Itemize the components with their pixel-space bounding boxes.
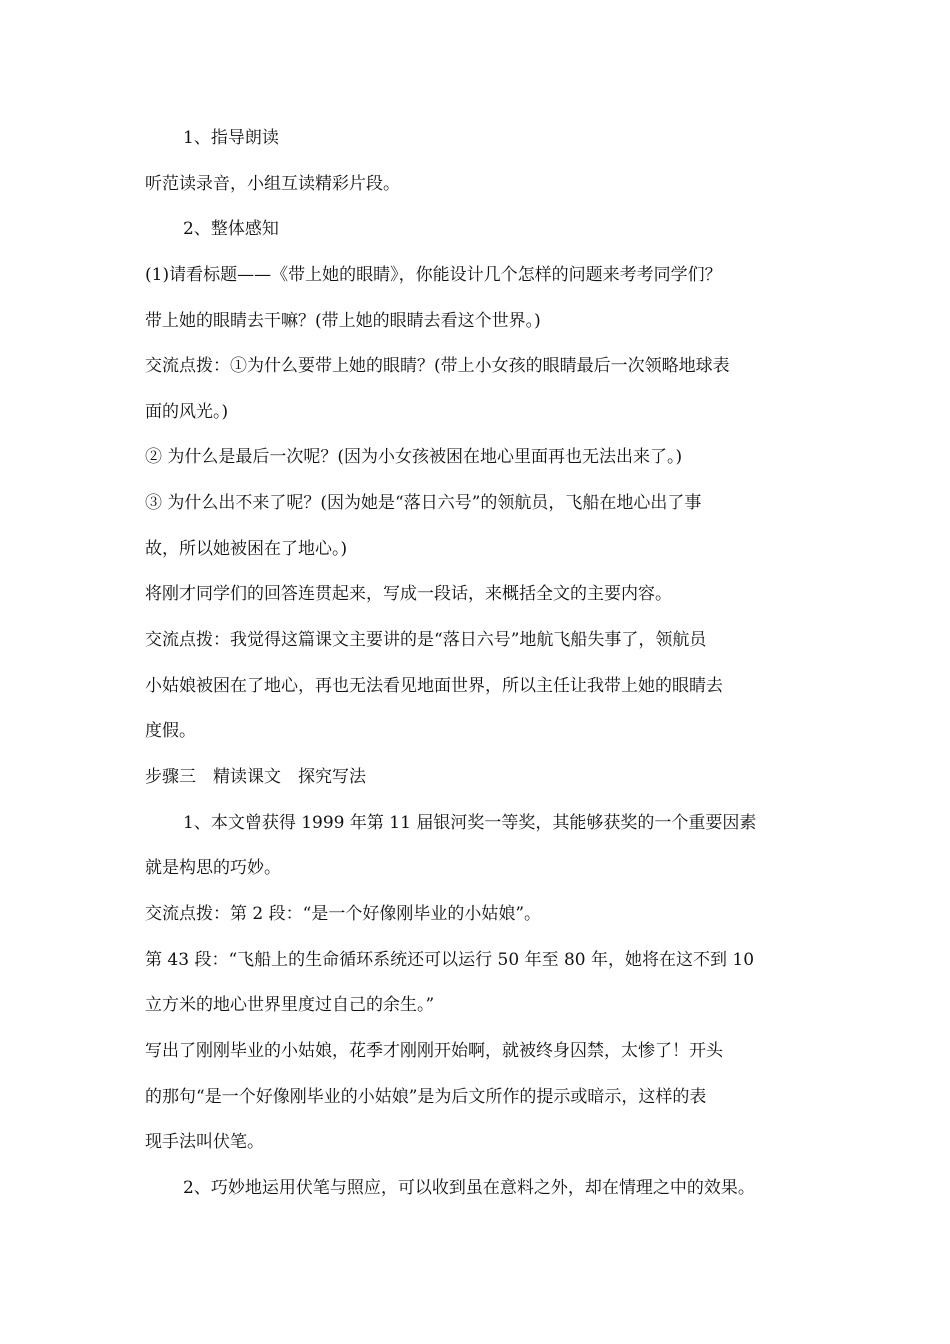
paragraph-line: 的那句“是一个好像刚毕业的小姑娘”是为后文所作的提示或暗示，这样的表 bbox=[145, 1087, 707, 1107]
paragraph-line: 立方米的地心世界里度过自己的余生。” bbox=[145, 995, 435, 1015]
paragraph-line: ③ 为什么出不来了呢？(因为她是“落日六号”的领航员，飞船在地心出了事 bbox=[145, 493, 702, 513]
paragraph-line: 现手法叫伏笔。 bbox=[145, 1132, 264, 1152]
paragraph-line: 带上她的眼睛去干嘛？(带上她的眼睛去看这个世界。) bbox=[145, 311, 541, 331]
paragraph-line: 度假。 bbox=[145, 721, 196, 741]
paragraph-line: 写出了刚刚毕业的小姑娘，花季才刚刚开始啊，就被终身囚禁，太惨了！开头 bbox=[145, 1041, 723, 1061]
paragraph-line: 交流点拨：①为什么要带上她的眼睛？(带上小女孩的眼睛最后一次领略地球表 bbox=[145, 356, 730, 376]
heading-overall-perception: 2、整体感知 bbox=[183, 219, 279, 239]
heading-guided-reading: 1、指导朗读 bbox=[183, 128, 279, 148]
paragraph-line: 面的风光。) bbox=[145, 402, 229, 422]
paragraph-line: 听范读录音，小组互读精彩片段。 bbox=[145, 174, 400, 194]
paragraph-line: 交流点拨：第 2 段：“是一个好像刚毕业的小姑娘”。 bbox=[145, 904, 542, 924]
paragraph-line: (1)请看标题——《带上她的眼睛》，你能设计几个怎样的问题来考考同学们？ bbox=[145, 265, 722, 285]
paragraph-line: 1、本文曾获得 1999 年第 11 届银河奖一等奖，其能够获奖的一个重要因素 bbox=[183, 813, 757, 833]
paragraph-line: 小姑娘被困在了地心，再也无法看见地面世界，所以主任让我带上她的眼睛去 bbox=[145, 676, 723, 696]
paragraph-line: 第 43 段：“飞船上的生命循环系统还可以运行 50 年至 80 年，她将在这不到 10 bbox=[145, 950, 755, 970]
paragraph-line: 2、巧妙地运用伏笔与照应，可以收到虽在意料之外，却在情理之中的效果。 bbox=[183, 1178, 755, 1198]
paragraph-line: 故，所以她被困在了地心。) bbox=[145, 539, 348, 559]
section-heading-step-three: 步骤三 精读课文 探究写法 bbox=[145, 767, 366, 787]
paragraph-line: 将刚才同学们的回答连贯起来，写成一段话，来概括全文的主要内容。 bbox=[145, 584, 672, 604]
paragraph-line: 交流点拨：我觉得这篇课文主要讲的是“落日六号”地航飞船失事了，领航员 bbox=[145, 630, 707, 650]
paragraph-line: 就是构思的巧妙。 bbox=[145, 858, 281, 878]
paragraph-line: ② 为什么是最后一次呢？(因为小女孩被困在地心里面再也无法出来了。) bbox=[145, 447, 683, 467]
